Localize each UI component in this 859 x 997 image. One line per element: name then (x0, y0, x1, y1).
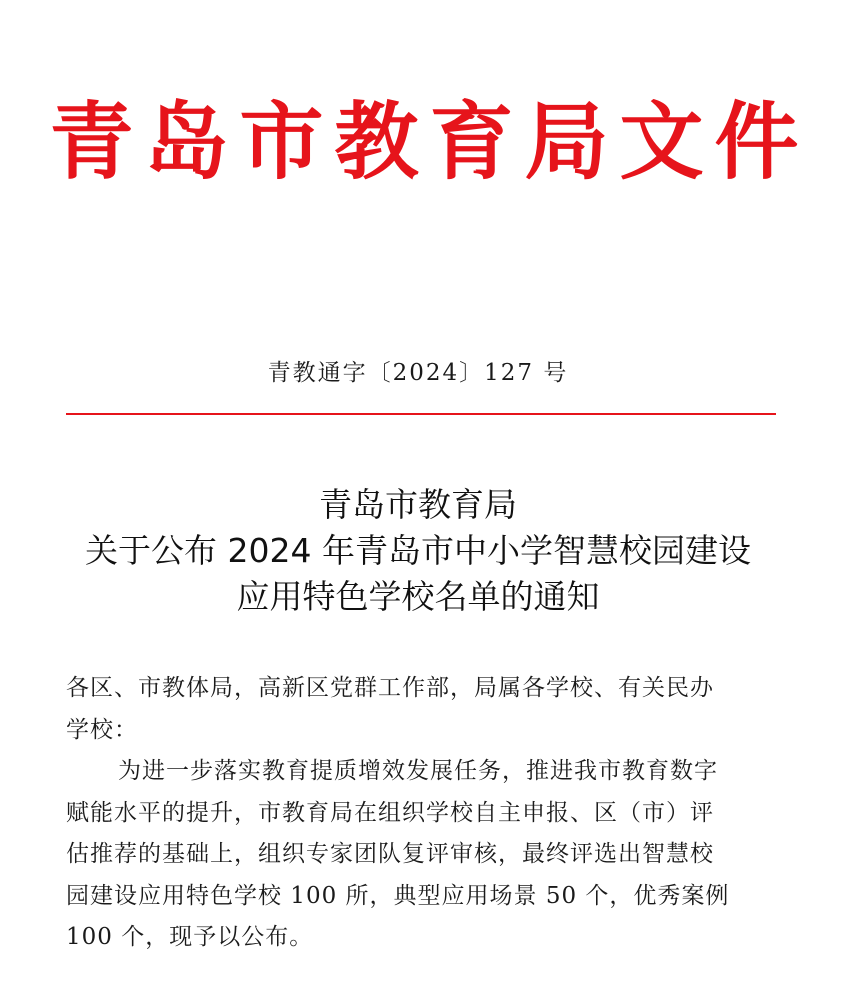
paragraph-line: 100 个，现予以公布。 (66, 924, 314, 950)
red-divider-line (66, 413, 776, 415)
title-line-subject-cont: 应用特色学校名单的通知 (236, 577, 600, 616)
title-line-issuer: 青岛市教育局 (319, 485, 517, 524)
paragraph-line: 园建设应用特色学校 100 所，典型应用场景 50 个，优秀案例 (66, 882, 730, 909)
paragraph-line: 赋能水平的提升，市教育局在组织学校自主申报、区（市）评 (66, 799, 714, 826)
paragraph-line: 估推荐的基础上，组织专家团队复评审核，最终评选出智慧校 (66, 841, 714, 867)
addressee-line: 各区、市教体局，高新区党群工作部，局属各学校、有关民办 (66, 675, 714, 701)
notice-title (0, 482, 836, 620)
document-number: 青教通字〔2024〕127 号 (267, 360, 569, 386)
title-line-subject: 关于公布 2024 年青岛市中小学智慧校园建设 (85, 531, 751, 570)
letterhead-title: 青岛市教育局文件 (49, 92, 810, 191)
addressee-line-cont: 学校： (66, 716, 138, 743)
notice-body (66, 668, 776, 959)
paragraph-line: 为进一步落实教育提质增效发展任务，推进我市教育数字 (118, 758, 718, 784)
